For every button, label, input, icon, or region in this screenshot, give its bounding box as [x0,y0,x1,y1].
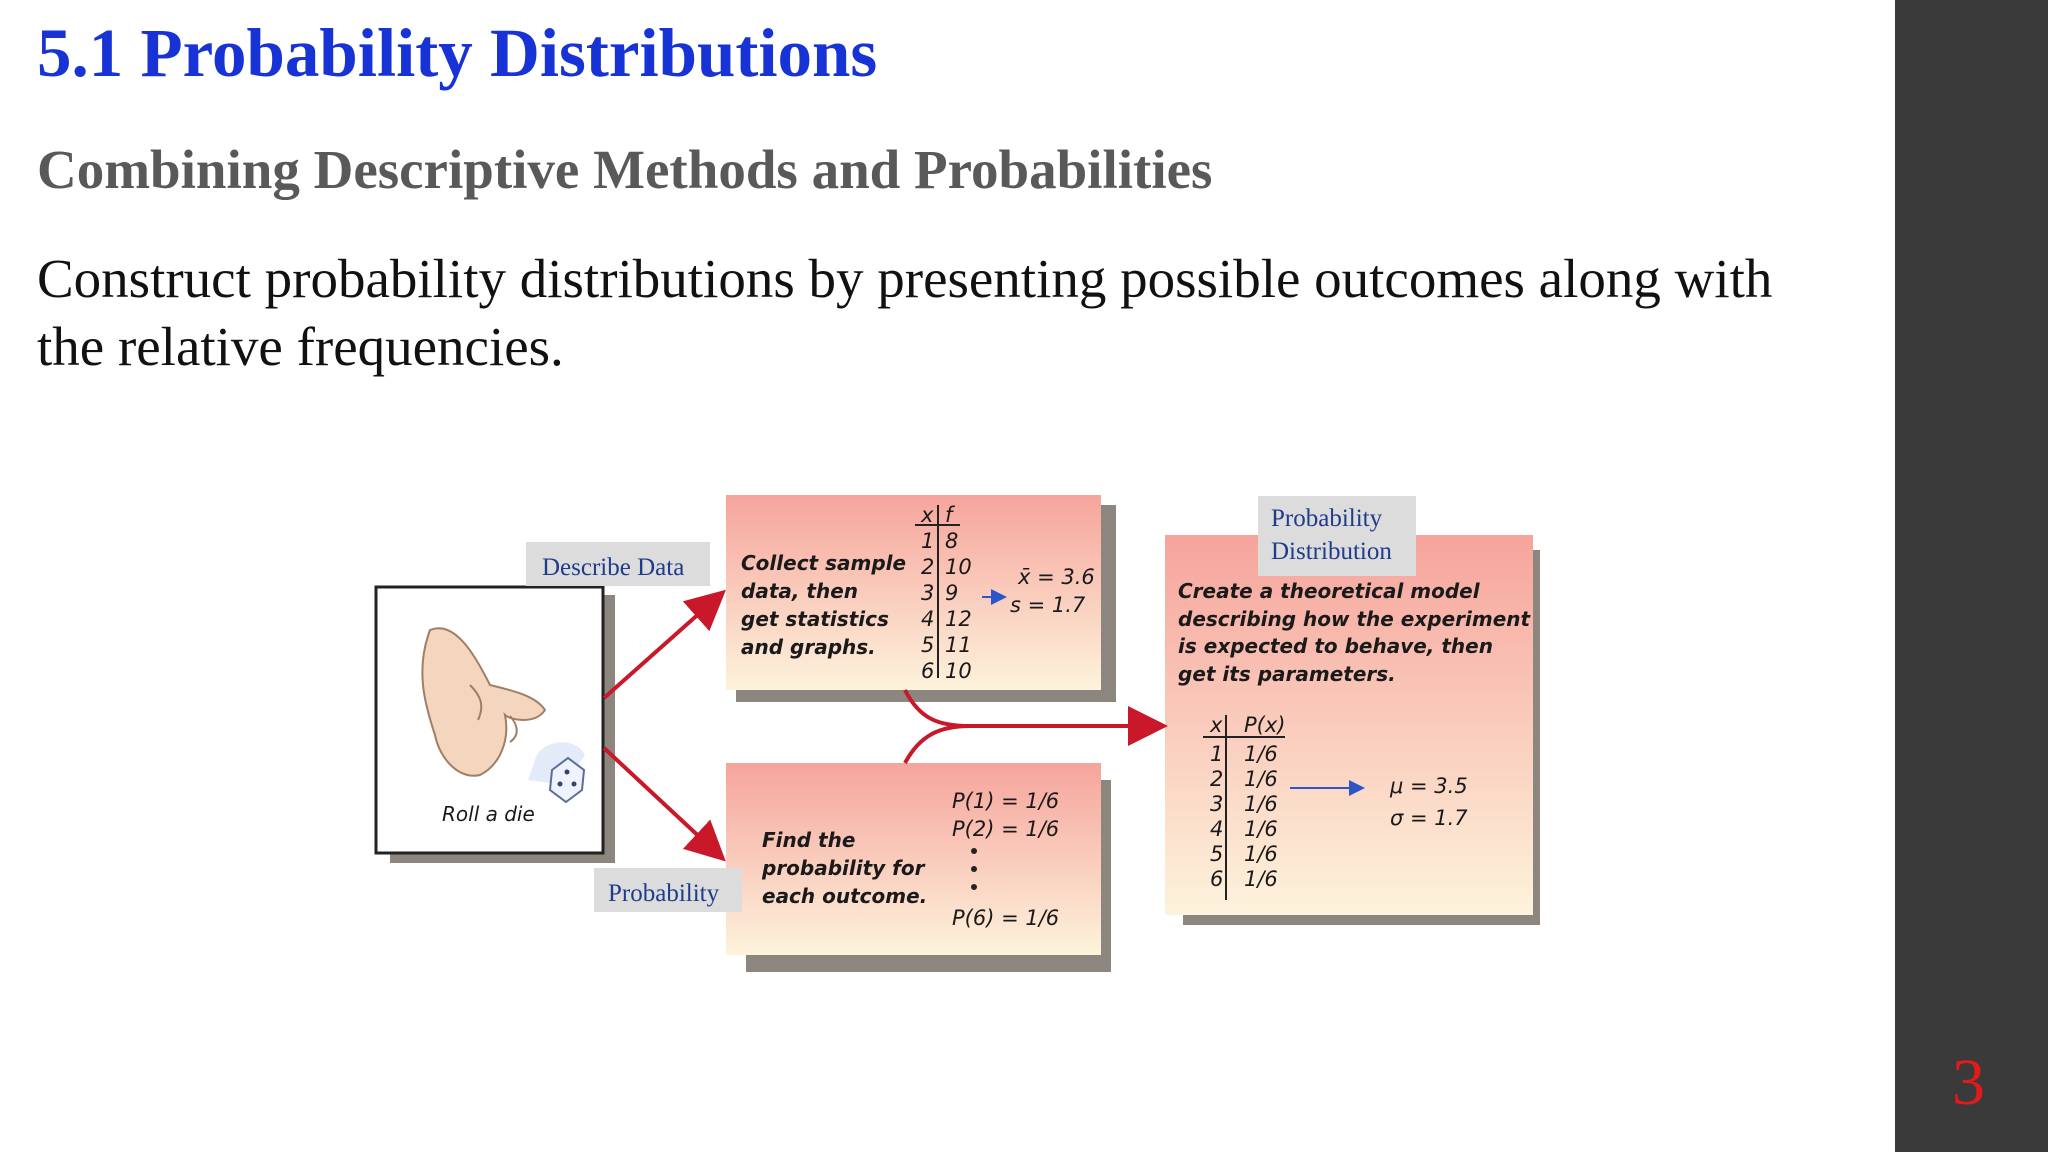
slide-subtitle: Combining Descriptive Methods and Probabilities [37,139,1213,200]
arrow-to-sample [604,595,720,698]
prob-table-x-values: 1 2 3 4 5 6 [1210,742,1224,891]
describe-data-label-text: Describe Data [542,554,685,581]
roll-die-box [376,587,615,863]
model-parameters: μ = 3.5 σ = 1.7 [1390,774,1468,830]
diagram-svg [360,480,1540,1000]
roll-die-label: Roll a die [442,802,535,826]
probability-label [594,868,742,912]
sample-statistics: x̄ = 3.6 s = 1.7 [1010,565,1095,617]
side-bar [1895,0,2048,1152]
probability-box [726,763,1111,972]
freq-table-header-x: x [921,503,934,527]
prob-box-text: Find the probability for each outcome. [762,828,928,908]
freq-table-header-f: f [945,503,953,527]
page-number: 3 [1952,1046,1985,1119]
prob-table-p-values: 1/6 1/6 1/6 1/6 1/6 1/6 [1244,742,1278,891]
sample-box-text: Collect sample data, then get statistics and graphs. [741,551,907,659]
sample-data-box [726,495,1116,702]
prob-table-header-px: P(x) [1244,713,1286,737]
model-box-text: Create a theoretical model describing how the experiment is expected to behave, then get its parameters. [1178,579,1531,686]
distribution-label [1258,496,1416,576]
probability-distribution-diagram [360,480,1540,1000]
distribution-label-text: Probability Distribution [1271,505,1392,565]
prob-table-header-x: x [1210,713,1223,737]
probability-label-text: Probability [608,880,720,907]
freq-table-x-values: 1 2 3 4 5 6 [921,529,935,683]
arrow-merge [905,726,970,763]
slide-title: 5.1 Probability Distributions [37,15,878,91]
slide-body-text: Construct probability distributions by presenting possible outcomes along with the relative frequencies. [37,248,1773,377]
probability-table [1203,713,1285,900]
freq-table-f-values: 8 10 9 12 11 10 [945,529,972,683]
outcome-probabilities: P(1) = 1/6 P(2) = 1/6 P(6) = 1/6 [952,789,1060,930]
arrow-to-probability [604,748,720,856]
describe-data-label [526,542,710,586]
theoretical-model-box [1165,535,1540,925]
